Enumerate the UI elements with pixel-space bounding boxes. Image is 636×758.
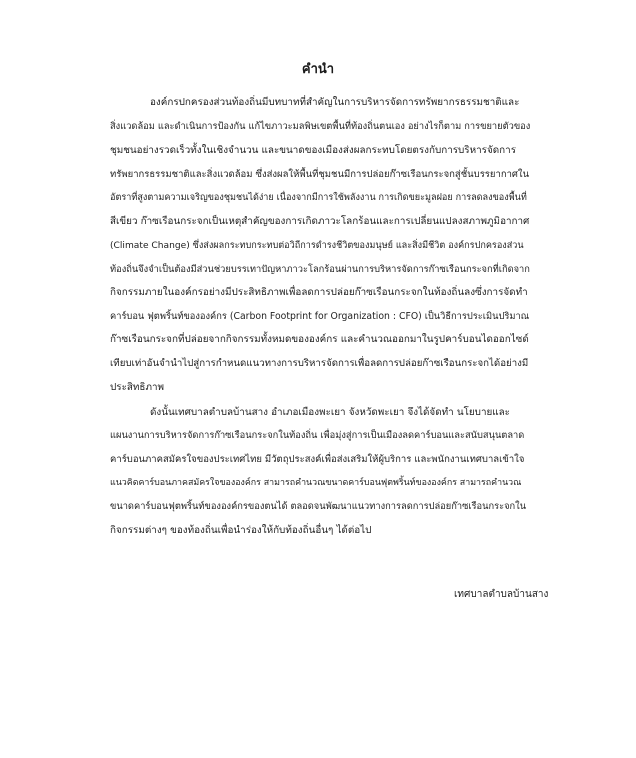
- paragraph-line: คาร์บอนภาคสมัครใจของประเทศไทย มีวัตถุประสงค์เพื่อส่งเสริมให้ผู้บริการ และพนักงานเทศบาลเข้าใจ: [110, 454, 525, 465]
- paragraph-line: ดังนั้นเทศบาลตำบลบ้านสาง อำเภอเมืองพะเยา จังหวัดพะเยา จึงได้จัดทำ นโยบายและ: [150, 407, 510, 418]
- paragraph-line: แผนงานการบริหารจัดการก๊าซเรือนกระจกในท้องถิ่น เพื่อมุ่งสู่การเป็นเมืองลดคาร์บอนและสนับสนุนตลาด: [110, 430, 525, 441]
- paragraph-line: องค์กรปกครองส่วนท้องถิ่นมีบทบาทที่สำคัญในการบริหารจัดการทรัพยากรธรรมชาติและ: [150, 97, 520, 108]
- page-title: คำนำ: [301, 62, 335, 77]
- signature-organization: เทศบาลตำบลบ้านสาง: [454, 589, 549, 600]
- paragraph-line: กิจกรรมภายในองค์กรอย่างมีประสิทธิภาพเพื่อลดการปล่อยก๊าซเรือนกระจกในท้องถิ่นลงซึ่งการจัดทำ: [110, 287, 528, 298]
- paragraph-line: อัตราที่สูงตามความเจริญของชุมชนได้ง่าย เนื่องจากมีการใช้พลังงาน การเกิดขยะมูลฝอย การลดลงของพื้นที่: [110, 193, 527, 203]
- paragraph-line: สีเขียว ก๊าซเรือนกระจกเป็นเหตุสำคัญของการเกิดภาวะโลกร้อนและการเปลี่ยนแปลงสภาพภูมิอากาศ: [110, 216, 530, 227]
- paragraph-line: สิ่งแวดล้อม และดำเนินการป้องกัน แก้ไขภาวะมลพิษเขตพื้นที่ท้องถิ่นตนเอง อย่างไรก็ตาม การขยายตัวของ: [110, 121, 531, 132]
- paragraph-line: เทียบเท่าอันจำนำไปสู่การกำหนดแนวทางการบริหารจัดการเพื่อลดการปล่อยก๊าซเรือนกระจกได้อย่างมี: [110, 358, 529, 369]
- paragraph-line: ประสิทธิภาพ: [110, 382, 165, 393]
- paragraph-line: ท้องถิ่นจึงจำเป็นต้องมีส่วนช่วยบรรเทาปัญหาภาวะโลกร้อนผ่านการบริหารจัดการก๊าซเรือนกระจกที่เกิดจาก: [110, 264, 530, 275]
- paragraph-line: ทรัพยากรธรรมชาติและสิ่งแวดล้อม ซึ่งส่งผลให้พื้นที่ชุมชนมีการปล่อยก๊าซเรือนกระจกสู่ชั้นบรรยากาศใน: [110, 169, 530, 180]
- paragraph-line: กิจกรรมต่างๆ ของท้องถิ่นเพื่อนำร่องให้กับท้องถิ่นอื่นๆ ได้ต่อไป: [110, 525, 372, 536]
- paragraph-line: (Climate Change) ซึ่งส่งผลกระทบกระทบต่อวิถีการดำรงชีวิตของมนุษย์ และสิ่งมีชีวิต องค์กรปกครองส่วน: [110, 241, 524, 251]
- paragraph-line: แนวคิดคาร์บอนภาคสมัครใจขององค์กร สามารถคำนวณขนาดคาร์บอนฟุตพริ้นท์ขององค์กร สามารถคำนวณ: [110, 478, 522, 488]
- paragraph-line: คาร์บอน ฟุตพริ้นท์ขององค์กร (Carbon Footprint for Organization : CFO) เป็นวิธีการประเมินปริมาณ: [110, 311, 530, 322]
- paragraph-line: ชุมชนอย่างรวดเร็วทั้งในเชิงจำนวน และขนาดของเมืองส่งผลกระทบโดยตรงกับการบริหารจัดการ: [110, 145, 516, 156]
- paragraph-line: ขนาดคาร์บอนฟุตพริ้นท์ขององค์กรของตนได้ ตลอดจนพัฒนาแนวทางการลดการปล่อยก๊าซเรือนกระจกใน: [110, 501, 527, 512]
- paragraph-line: ก๊าซเรือนกระจกที่ปล่อยจากกิจกรรมทั้งหมดขององค์กร และคำนวณออกมาในรูปคาร์บอนไดออกไซด์: [110, 334, 529, 345]
